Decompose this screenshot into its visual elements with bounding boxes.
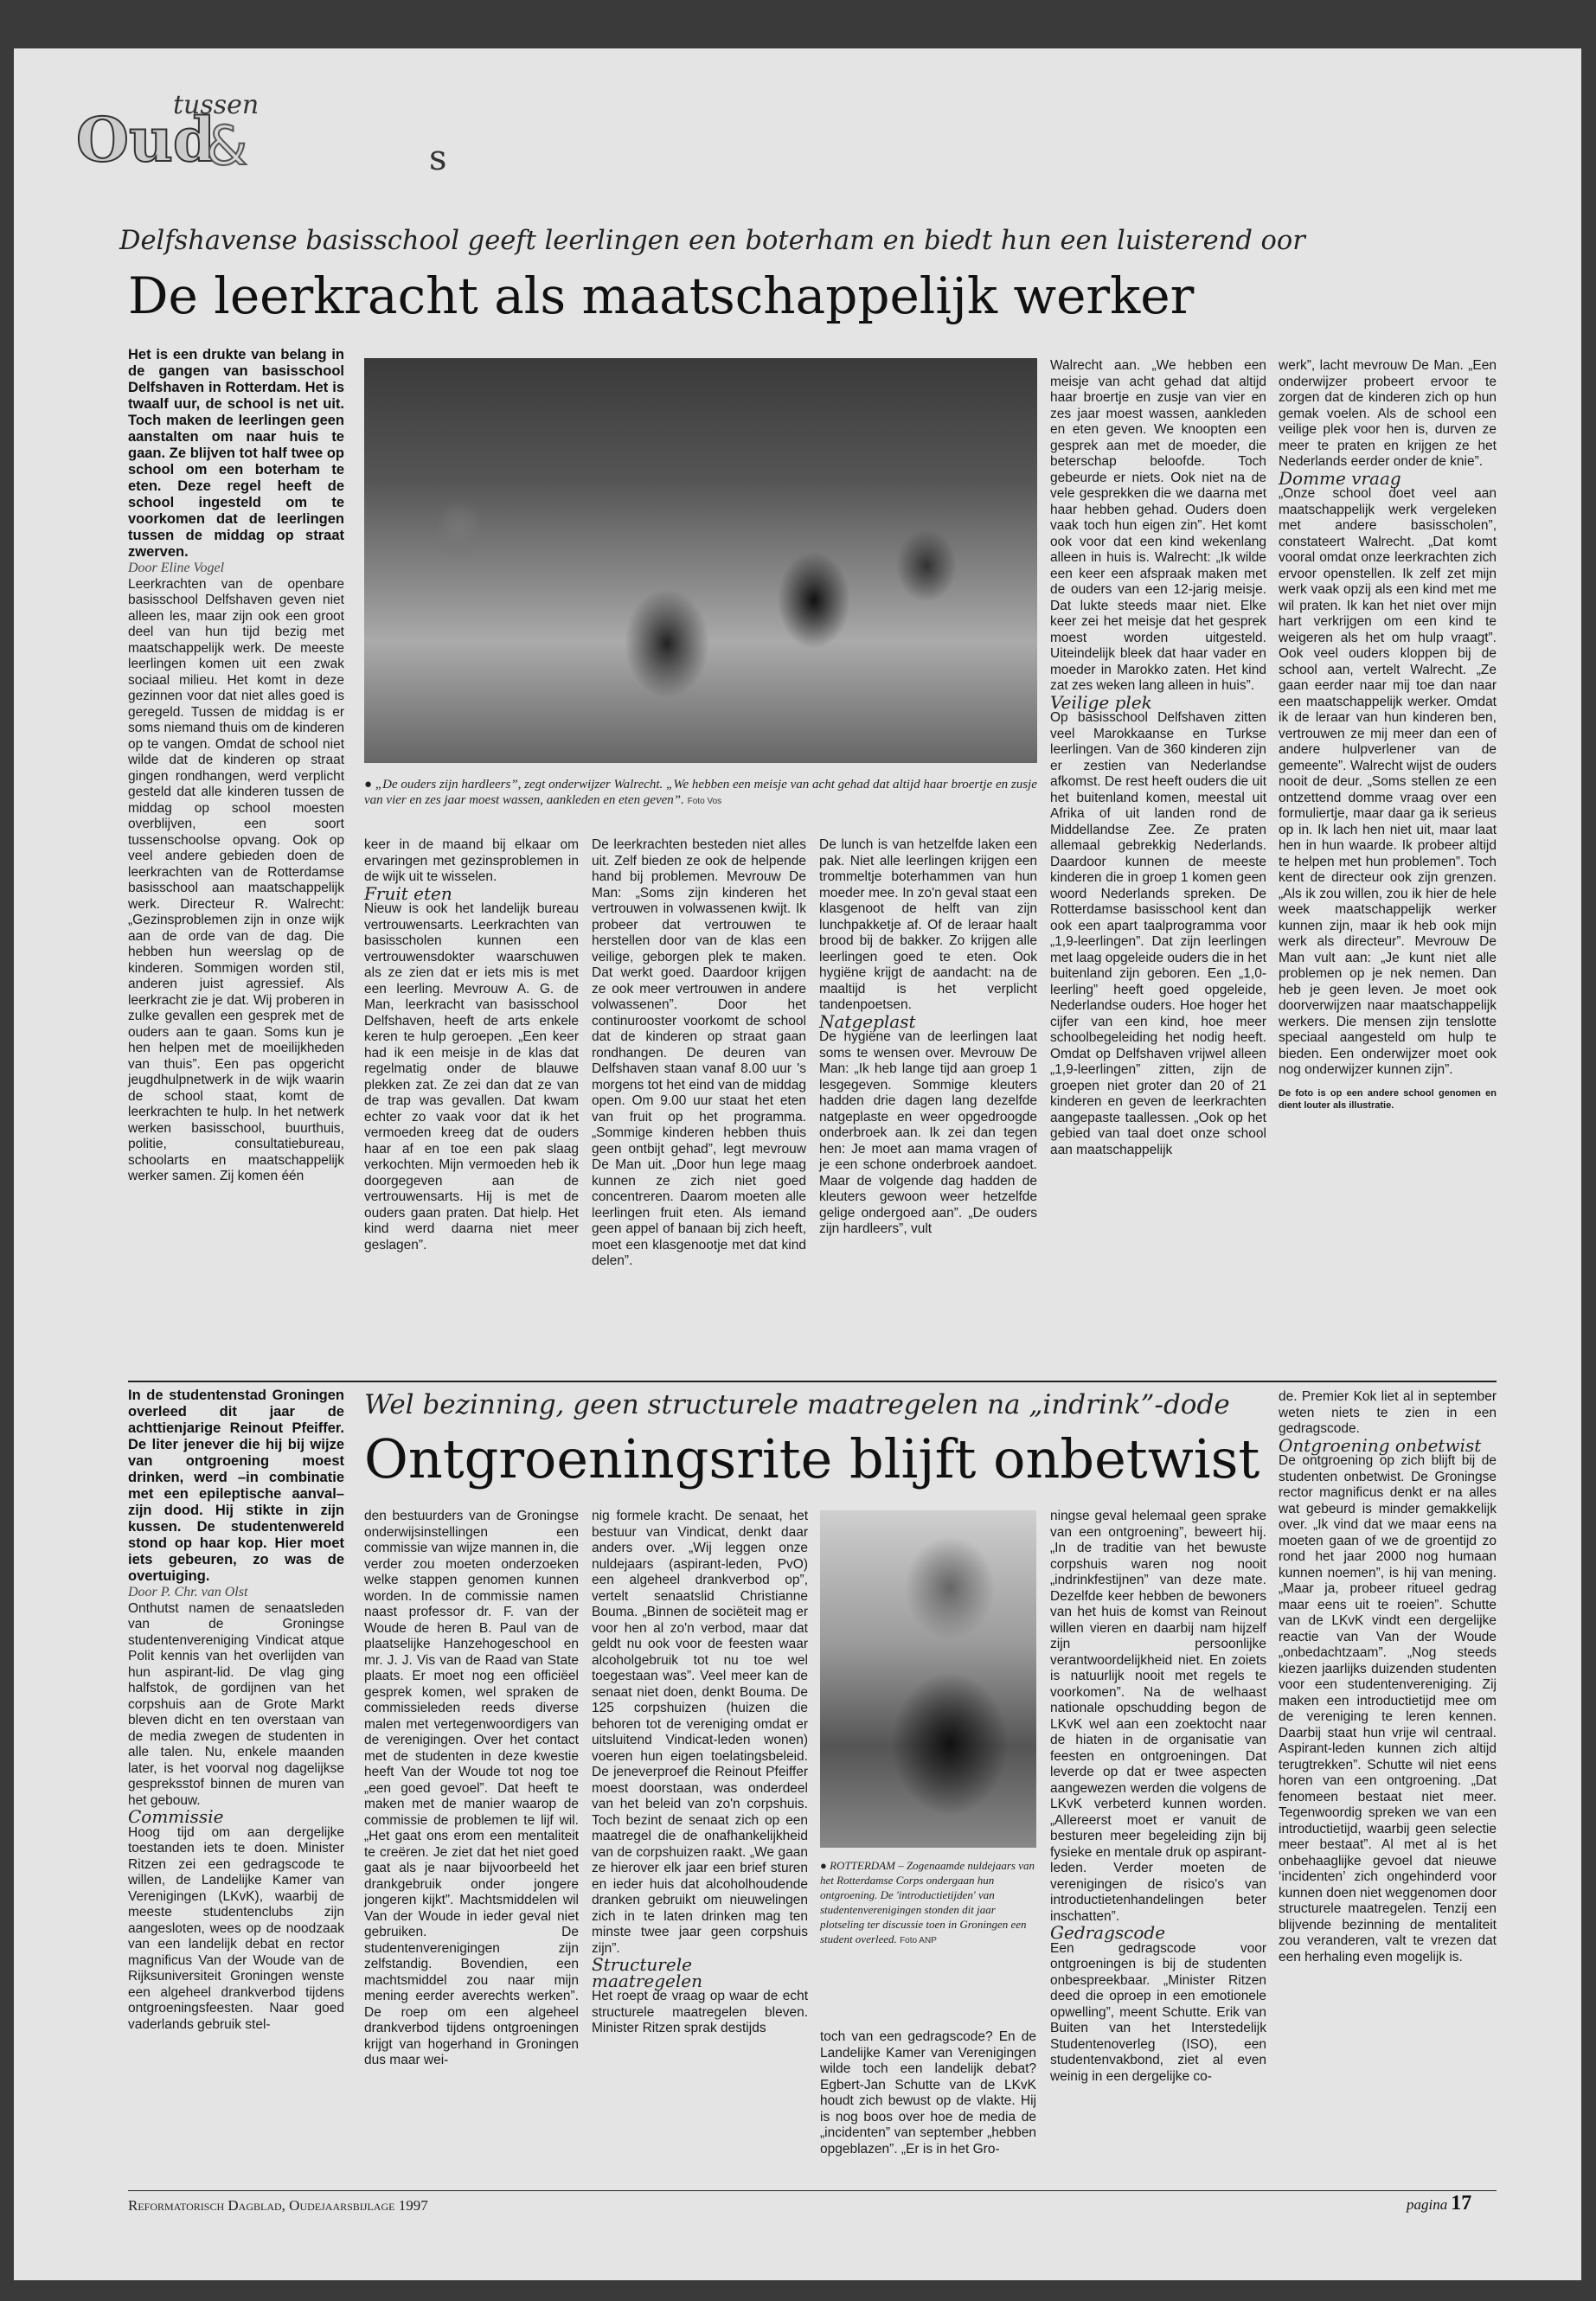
article1-col2b-text: Nieuw is ook het landelijk bureau vertrouwensarts. Leerkrachten van basisscholen kunnen een vertrouwensdokter waarschuwen als ze zien dat er iets mis is met een leerling. Mevrouw A. G. de Man, leerkracht van basisschool Delfshaven, heeft de arts enkele keren te hulp geroepen. „Een keer had ik een meisje in de klas dat regelmatig onder de blauwe plekken zat. Ze zei dan dat ze van de trap was gevallen. Dat kwam echter zo vaak voor dat ik het vermoeden kreeg dat de ouders haar af en toe een pak slaag verkochten. Mijn vermoeden heb ik doorgegeven aan de vertrouwensarts. Hij is met de ouders gaan praten. Dat hielp. Het kind werd daarna niet meer geslagen”. (364, 901, 579, 1253)
article1-lead: Het is een drukte van belang in de gangen van basisschool Delfshaven in Rotterdam. Het is twaalf uur, de school is net uit. Toch maken de leerlingen geen aanstalten om naar huis te gaan. Ze blijven tot half twee op school om een boterham te eten. Deze regel heeft de school ingesteld om te voorkomen dat de leerlingen tussen de middag op straat zwerven. (128, 347, 344, 560)
article1-column-2 (364, 837, 579, 1253)
masthead-tussen: tussen (173, 90, 260, 120)
article1-byline: Door Eline Vogel (128, 561, 225, 575)
article1-col3-text: De leerkrachten besteden niet alles uit. Zelf bieden ze ook de helpende hand bij problemen. Mevrouw De Man: „Soms zijn kinderen het vertrouwen in volwassenen kwijt. Ik probeer dat vertrouwen te herstellen door van de klas een veilige, geborgen plek te maken. Dat werkt goed. Daardoor krijgen ze ook meer vertrouwen in andere volwassenen”. Door het continurooster voorkomt de school dat de kinderen op straat gaan rondhangen. De deuren van Delfshaven staan vanaf 8.00 uur 's morgens tot het eind van de middag open. Om 9.00 uur staat het eten van fruit op het programma. „Sommige kinderen hebben thuis geen ontbijt gehad”, legt mevrouw De Man uit. „Door hun lege maag kunnen ze zich niet goed concentreren. Daarom moeten alle leerlingen fruit eten. Als iemand geen appel of banaan bij zich heeft, moet een klasgenootje met dat kind delen”. (592, 837, 806, 1268)
article2-col5-text: ningse geval helemaal geen sprake van een ontgroening”, beweert hij. „In de traditie van het bewuste corpshuis waren nog nooit „indrinkfestijnen” van deze mate. Dezelfde keer hebben de bewoners van het huis de komst van Reinout willen vieren en daarbij nam hijzelf zijn persoonlijke verantwoordelijkheid niet. En zoiets is natuurlijk nooit met regels te voorkomen”. Na de welhaast nationale opschudding begon de LKvK wel aan een zoektocht naar de hiaten in de organisatie van feesten en ontgroeningen. Dat leverde op dat er twee aspecten aangewezen werden die volgens de LKvK verbeterd kunnen worden. „Allereerst moet er vanuit de besturen meer begeleiding zijn bij fysieke en mentale druk op aspirant-leden. Verder moeten de verenigingen de risico's van introductietenhandelingen beter inschatten”. (1050, 1509, 1266, 1924)
article1-credit: Foto Vos (687, 797, 722, 806)
article2-col1-text: Onthutst namen de senaatsleden van de Groningse studentenvereniging Vindicat atque Polit kennis van het overlijden van hun aspirant-lid. De vlag ging halfstok, de gordijnen van het corpshuis aan de Grote Markt bleven dicht en ten overstaan van de media zwegen de studenten in alle talen. Nu, enkele maanden later, is het voorval nog dagelijkse gespreksstof binnen de muren van het gebouw. (128, 1600, 344, 1808)
article2-column-5 (1050, 1509, 1266, 2085)
article2-col1b-text: Hoog tijd om aan dergelijke toestanden iets te doen. Minister Ritzen zei een gedragscode te willen, de Landelijke Kamer van Verenigingen (LKvK), waarbij de meeste studentenclubs zijn aangesloten, wees op de noodzaak van een landelijk debat en rector magnificus Van der Woude van de Rijksuniversiteit Groningen wenste een algeheel drankverbod tijdens ontgroeningsfeesten. Naar goed vaderlands gebruik stel- (128, 1824, 344, 2032)
subhead-natgeplast: Natgeplast (819, 1010, 916, 1032)
article1-col4b-text: De hygiëne van de leerlingen laat soms te wensen over. Mevrouw De Man: „Ik heb lange tijd aan groep 1 lesgegeven. Sommige kleuters hadden drie dagen lang dezelfde natgeplaste en weer opgedroogde onderbroek aan. Ik zei dan tegen hen: Je moet aan mama vragen of je een schone onderbroek aandoet. Maar de volgende dag hadden de kleuters gewoon weer hetzelfde gelige ondergoed aan”. „De ouders zijn hardleers”, vult (819, 1029, 1037, 1236)
article2-kicker: Wel bezinning, geen structurele maatregelen na „indrink”-dode (364, 1389, 1230, 1420)
footer-page-number (1407, 2192, 1471, 2215)
article2-column-2 (364, 1509, 579, 2069)
article2-column-1 (128, 1388, 344, 2033)
article1-column-4 (819, 837, 1037, 1238)
article1-column-6 (1279, 358, 1497, 1112)
masthead-amp: & (206, 114, 249, 177)
subhead-domme-vraag: Domme vraag (1279, 467, 1401, 489)
subhead-veilige-plek: Veilige plek (1050, 691, 1152, 713)
article1-column-5 (1050, 358, 1266, 1158)
article2-col3b-text: Het roept de vraag op waar de echt structurele maatregelen bleven. Minister Ritzen sprak destijds (592, 1989, 808, 2035)
masthead-logo (76, 90, 465, 194)
article1-col5-text: Walrecht aan. „We hebben een meisje van acht gehad dat altijd haar broertje en zusje van vier en zes jaar moest wassen, aankleden en eten geven. We knoopten een gesprek aan met de moeder, die beterschap beloofde. Toch gebeurde er niets. Ook niet na de vele gesprekken die we daarna met haar hebben gehad. Ouders doen vaak toch hun eigen zin”. Het komt ook voor dat een kind wekenlang alleen in huis is. Walrecht: „Ik wilde een keer een afspraak maken met de ouders van een 12-jarig meisje. Dat lukte steeds maar niet. Elke keer zei het meisje dat het gesprek moest worden uitgesteld. Uiteindelijk bleek dat haar vader en moeder in Marokko zaten. Het kind zat zes weken lang alleen in huis”. (1050, 358, 1266, 693)
article2-col2-text: den bestuurders van de Groningse onderwijsinstellingen een commissie van wijze mannen in, die verder zou moeten onderzoeken welke stappen genomen kunnen worden. In de commissie namen naast professor dr. F. van der Woude de heren B. Paul van de plaatselijke Hanzehogeschool en mr. J. J. Vis van de Raad van State plaats. Er moet nog een officiëel gesprek komen, wel spraken de commissieleden reeds diverse malen met vertegenwoordigers van de verenigingen. Over het contact met de studenten in deze kwestie heeft Van der Woude tot nog toe „een goed gevoel”. Dat heeft te maken met de manier waarop de commissie de problemen te lijf wil. „Het gaat ons erom een mentaliteit te creëren. Je ziet dat het niet goed gaat als je naar bijvoorbeeld het drankgebruik onder jongere jongeren kijkt”. Machtsmiddelen wil Van der Woude in ieder geval niet gebruiken. De studentenverenigingen zijn zelfstandig. Bovendien, een machtsmiddel zou naar mijn mening eerder averechts werken”. De roep om een algeheel drankverbod tijdens ontgroeningen krijgt van hogerhand in Groningen dus maar wei- (364, 1509, 579, 2067)
article2-col4-text: toch van een gedragscode? En de Landelijke Kamer van Verenigingen wilde toch een landelijk debat? Egbert-Jan Schutte van de LKvK houdt zich bewust op de vlakte. Hij is nog boos over hoe de media de „incidenten” van september „hebben opgeblazen”. „Er is in het Gro- (820, 2029, 1036, 2157)
article2-headline: Ontgroeningsrite blijft onbetwist (364, 1427, 1260, 1490)
article1-col6-text: werk”, lacht mevrouw De Man. „Een onderwijzer probeert ervoor te zorgen dat de kinderen zich op hun gemak voelen. Als de school een veilige plek voor hen is, durven ze meer te praten en krijgen ze het Nederlands eerder onder de knie”. (1279, 358, 1497, 469)
newspaper-page (14, 48, 1581, 2280)
subhead-commissie: Commissie (128, 1806, 224, 1827)
subhead-fruit-eten: Fruit eten (364, 882, 452, 904)
article2-caption (820, 1858, 1036, 1948)
subhead-gedragscode: Gedragscode (1050, 1922, 1166, 1943)
article2-byline: Door P. Chr. van Olst (128, 1585, 248, 1599)
article1-col6b-text: „Onze school doet veel aan maatschappelijk werk vergeleken met andere basisscholen”, constateert Walrecht. „Dat komt vooral omdat onze leerkrachten zich ervoor openstellen. Ik zelf zet mijn werk vaak opzij als een kind met me wil praten. Ik kan het niet over mijn hart verkrijgen om een kind te weigeren als het om hulp vraagt”. Ook veel ouders kloppen bij de school aan, vertelt Walrecht. „Ze gaan eerder naar mij toe dan naar een maatschappelijk werker. Omdat ik de leraar van hun kinderen ben, vertrouwen ze mij meer dan een of andere hulpverlener van de gemeente”. Walrecht wijst de ouders nooit de deur. „Soms stellen ze een ontzettend domme vraag over een formuliertje, maar daar ga ik serieus op in. Ik lach hen niet uit, maar laat hen in hun waarde. Ik probeer altijd te helpen met hun problemen”. Toch kent de directeur ook zijn grenzen. „Als ik zou willen, zou ik hier de hele week maatschappelijk werker kunnen zijn, maar ik heb ook mijn werk als directeur”. Mevrouw De Man vult aan: „Je kunt niet alle problemen op je nek nemen. Dan heb je geen leven. Je moet ook doorverwijzen naar maatschappelijk werkers. Die mensen zijn tenslotte speciaal aangesteld om hulp te bieden. Een onderwijzer moet ook nog onderwijzer kunnen zijn”. (1279, 486, 1497, 1077)
article2-col3-text: nig formele kracht. De senaat, het bestuur van Vindicat, denkt daar anders over. „Wij leggen onze nuldejaars (aspirant-leden, PvO) een algeheel drankverbod op”, vertelt senaatslid Christianne Bouma. „Binnen de sociëteit mag er voor hen al zo'n verbod, maar dat geldt nu ook voor de feesten waar alcoholgebruik tot nu toe wel toegestaan was”. Veel meer kan de senaat niet doen, denkt Bouma. De 125 corpshuizen (huizen die behoren tot de vereniging omdat er uitsluitend Vindicat-leden wonen) voeren hun eigen toelatingsbeleid. De jeneverproef die Reinout Pfeiffer moest doorstaan, was onderdeel van het beleid van zo'n corpshuis. Toch bezint de senaat zich op een maatregel die de onafhankelijkheid van de corpshuizen raakt. „We gaan ze hierover elk jaar een brief sturen en ieder huis dat alcoholhoudende dranken gebruikt om nieuwelingen zich in te laten drinken mag ten minste twee jaar geen corpshuis zijn”. (592, 1509, 808, 1956)
caption-bullet-icon: ● (820, 1859, 830, 1872)
article1-caption (364, 777, 1037, 810)
article1-kicker: Delfshavense basisschool geeft leerlingen een boterham en biedt hun een luisterend oor (119, 226, 1305, 256)
article1-column-3 (592, 837, 806, 1270)
footer-rule (128, 2190, 1497, 2191)
article2-col5b-text: Een gedragscode voor ontgroeningen is bij de studenten onbespreekbaar. „Minister Ritzen deed die oproep in een emotionele opwelling”, meent Schutte. Erik van Buiten van het Interstedelijk Studentenoverleg (ISO), een studentenvakbond, ziet al even weinig in een dergelijke co- (1050, 1940, 1266, 2084)
article1-col1-text: Leerkrachten van de openbare basisschool Delfshaven geven niet alleen les, maar zijn ook een groot deel van hun tijd bezig met maatschappelijk werk. De meeste leerlingen komen uit een zwak sociaal milieu. Het komt in deze gezinnen voor dat niet alles goed is geregeld. Tussen de middag is er soms niemand thuis om de kinderen op te vangen. Omdat de school niet wilde dat de kinderen op straat gingen rondhangen, werd verplicht gesteld dat alle kinderen tussen de middag op school moesten overblijven, een soort tussenschoolse opvang. Ook op veel andere gebieden doen de leerkrachten van de Rotterdamse basisschool aan maatschappelijk werk. Directeur R. Walrecht: „Gezinsproblemen zijn in onze wijk aan de orde van de dag. Die hebben hun weerslag op de kinderen. Sommigen worden stil, anderen juist agressief. Als leerkracht zie je dat. Wij proberen in zulke gevallen een gesprek met de ouders aan te gaan. Soms kun je hen helpen met de moeilijkheden van thuis”. Een pas opgericht jeugdhulpnetwerk in de wijk waarin de school staat, komt de leerkrachten te hulp. In het netwerk werken basisschool, buurthuis, politie, consultatiebureau, schoolarts en maatschappelijk werker samen. Zij komen één (128, 576, 344, 1183)
footer-page-num: 17 (1451, 2192, 1472, 2214)
subhead-ontgroening-onbetwist: Ontgroening onbetwist (1279, 1434, 1482, 1456)
footer-publication: Reformatorisch Dagblad, Oudejaarsbijlage 1997 (128, 2197, 428, 2214)
article2-column-4 (820, 2029, 1036, 2157)
article1-photo (364, 358, 1037, 763)
masthead-s: s (429, 138, 447, 178)
article1-photo-note: De foto is op een andere school genomen en dient louter als illustratie. (1279, 1087, 1497, 1111)
masthead-oud: Oud (76, 104, 215, 176)
article2-col6b-text: De ontgroening op zich blijft bij de studenten onbetwist. De Groningse rector magnificus denkt er na alles wat gebeurd is minder gemakkelijk over. „Ik vind dat we maar eens na moeten gaan of we de groentijd zo rond het jaar 2000 nog humaan kunnen noemen”, is hij van mening. „Maar ja, probeer ritueel gedrag maar eens uit te roeien”. Schutte van de LKvK vindt een dergelijke reactie van Van der Woude „onbedachtzaam”. „Nog steeds kiezen jaarlijks duizenden studenten voor een studentenvereniging. Zij maken een introductietijd mee om de vereniging te leren kennen. Daarbij staat hun vrije wil centraal. Aspirant-leden kunnen zich altijd terugtrekken”. Schutte wil niet eens horen van een ontgroening. „Dat fenomeen bestaat niet meer. Tegenwoordig spreken we van een introductietijd, waarbij geen selectie meer bestaat”. Al met al is het onbehaaglijke gevoel dat nieuwe ‘incidenten’ zich ongehinderd voor kunnen doen niet weggenomen door structurele maatregelen. Tenzij een blijvende bezinning de mentaliteit zou veranderen, valt te vrezen dat een herhaling even mogelijk is. (1279, 1453, 1497, 1965)
caption-bullet-icon: ● (364, 778, 375, 792)
article2-col6-text: de. Premier Kok liet al in september weten niets te zien in een gedragscode. (1279, 1389, 1497, 1436)
article1-headline: De leerkracht als maatschappelijk werker (128, 266, 1195, 325)
article1-col2-text: keer in de maand bij elkaar om ervaringen met gezinsproblemen in de wijk uit te wisselen. (364, 837, 579, 884)
article1-col4-text: De lunch is van hetzelfde laken een pak. Niet alle leerlingen krijgen een trommeltje boterhammen van hun moeder mee. In zo'n geval staat een klasgenoot de helft van zijn lunchpakketje af. Of de leraar haalt brood bij de bakker. Zo krijgen alle leerlingen goed te eten. Ook hygiëne krijgt de aandacht: na de maaltijd is het verplicht tandenpoetsen. (819, 837, 1037, 1012)
article2-column-6 (1279, 1389, 1497, 1965)
article2-credit: Foto ANP (900, 1936, 937, 1945)
section-divider (128, 1381, 1497, 1382)
article2-photo (820, 1510, 1036, 1848)
footer-page-label: pagina (1407, 2196, 1448, 2213)
article1-column-1 (128, 347, 344, 1185)
article2-column-3 (592, 1509, 808, 2037)
article2-caption-text: ROTTERDAM – Zogenaamde nuldejaars van het Rotterdamse Corps ondergaan hun ontgroening. De 'introductietijden' van studentenverenigingen stonden dit jaar plotseling ter discussie toen in Groningen een student overleed. (820, 1859, 1035, 1945)
subhead-structurele-maatregelen: Structurele maatregelen (592, 1954, 702, 1991)
article1-caption-text: „De ouders zijn hardleers”, zegt onderwijzer Walrecht. „We hebben een meisje van acht gehad dat altijd haar broertje en zusje van vier en zes jaar moest wassen, aankleden en eten geven”. (364, 778, 1037, 807)
article1-col5b-text: Op basisschool Delfshaven zitten veel Marokkaanse en Turkse leerlingen. Van de 360 kinderen zijn er zestien van Nederlandse afkomst. De rest heeft ouders die uit het buitenland komen, meestal uit Afrika of uit landen rond de Middellandse Zee. Ze praten allemaal gebrekkig Nederlands. Daardoor kunnen de meeste kinderen die in groep 1 komen geen woord Nederlands spreken. De Rotterdamse basisschool kent dan ook een apart taalprogramma voor „1,9-leerlingen”. Dat zijn leerlingen met laag opgeleide ouders die in het buitenland zijn geboren. Een „1,0-leerling” heeft goed opgeleide, Nederlandse ouders. Hoe hoger het cijfer van een kind, hoe meer schoolbegeleiding het nodig heeft. Omdat op Delfshaven vrijwel alleen „1,9-leerlingen” zitten, zijn de groepen niet groter dan 20 of 21 kinderen en geven de leerkrachten aangepaste taallessen. „Ook op het gebied van taal doet onze school aan maatschappelijk (1050, 710, 1266, 1157)
article2-lead: In de studentenstad Groningen overleed dit jaar de achttienjarige Reinout Pfeiffer. De liter jenever die hij bij wijze van ontgroening moest drinken, werd –in combinatie met een epileptische aanval– zijn dood. Hij stikte in zijn kussen. De studentenwereld stond op haar kop. Hier moet iets gebeuren, zo was de overtuiging. (128, 1388, 344, 1584)
